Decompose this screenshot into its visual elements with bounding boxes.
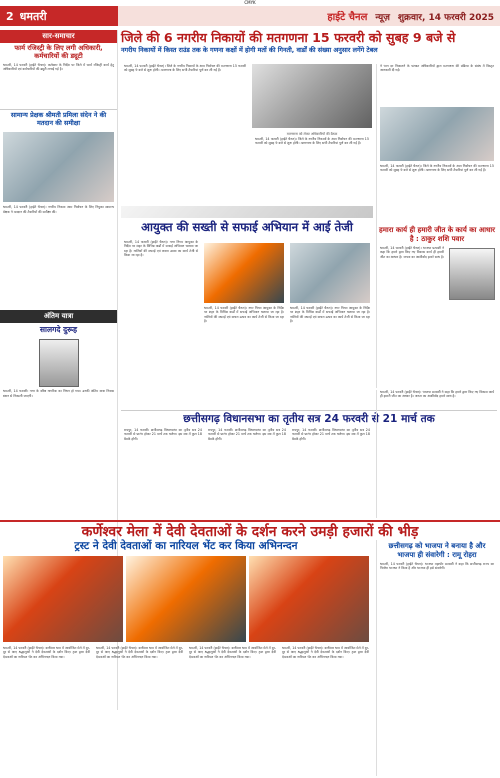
fair-body-4: धमतरी, 14 फरवरी (हाईटे चैनल)। कर्णेश्वर धाम में आयोजित मेले में दूर-दूर से आए श्रद्धालुओं ने देवी देवताओं के दर्शन किए। ट्रस्ट द्वारा देवी देवताओं का नारियल भेंट कर अभिनन्दन किया गया। xyxy=(282,646,369,659)
main-headline: जिले की 6 नगरीय निकायों की मतगणना 15 फरवरी को सुबह 9 बजे से xyxy=(121,30,456,45)
right-body-2: धमतरी, 14 फरवरी (हाईटे चैनल)। भाजपा महापौर प्रत्याशी ने कहा कि छत्तीसगढ़ राज्य का निर्माण भाजपा ने किया है और भाजपा ही इसे संवारेगी। xyxy=(380,562,494,571)
left-photo-1 xyxy=(3,132,114,202)
right-column-mid xyxy=(376,390,497,518)
masthead-right xyxy=(118,6,500,26)
cmyk-registration-mark: CMYK xyxy=(244,0,256,5)
counting-photo-caption: मतगणना को लेकर अधिकारियों की बैठक xyxy=(286,132,338,136)
counting-meeting-photo xyxy=(252,64,372,128)
main-subheadline: नगरीय निकायों में किस्त राउंड तक के गणना कक्षों में होगी मतों की गिनती, वार्डों की संख्या अनुसार लगेंगे टेबल xyxy=(121,46,378,54)
right-headline-1: हमारा कार्य ही हमारी जीत के कार्य का आधार है : ठाकुर शशि पवार xyxy=(379,226,496,243)
obituary-name: सालगदे दुरूह xyxy=(39,325,78,335)
main-body-2: धमतरी, 14 फरवरी (हाईटे चैनल)। जिले के नगरीय निकायों के आम निर्वाचन की मतगणना 15 फरवरी को सुबह 9 बजे से शुरू होगी। मतगणना के लिए सभी तैयारियां पूर्ण कर ली गई हैं। xyxy=(255,137,369,146)
right-photo-top xyxy=(380,107,494,161)
fair-body-3: धमतरी, 14 फरवरी (हाईटे चैनल)। कर्णेश्वर धाम में आयोजित मेले में दूर-दूर से आए श्रद्धालुओं ने देवी देवताओं के दर्शन किए। ट्रस्ट द्वारा देवी देवताओं का नारियल भेंट कर अभिनन्दन किया गया। xyxy=(189,646,276,659)
right-body-1: धमतरी, 14 फरवरी (हाईटे चैनल)। भाजपा प्रत्याशी ने कहा कि हमारे द्वारा किए गए विकास कार्य ही हमारी जीत का आधार है। जनता का आशीर्वाद हमारे साथ है। xyxy=(380,246,445,259)
left-headline-1: फार्म रजिस्ट्री के लिए लगी अधिकारी, कर्मचारियों की ड्यूटी xyxy=(14,44,103,60)
section-name: धमतरी xyxy=(19,9,47,23)
fair-photo-3 xyxy=(249,556,369,642)
right-body-1b: धमतरी, 14 फरवरी (हाईटे चैनल)। भाजपा प्रत्याशी ने कहा कि हमारे द्वारा किए गए विकास कार्य ही हमारी जीत का आधार है। जनता का आशीर्वाद हमारे साथ है। xyxy=(380,390,494,399)
section-tab xyxy=(0,6,118,26)
assembly-body-2: रायपुर, 14 फरवरी। छत्तीसगढ़ विधानसभा का तृतीय सत्र 24 फरवरी से प्रारंभ होकर 21 मार्च तक चलेगा। इस सत्र में कुल 18 बैठकें होंगी। xyxy=(208,428,286,441)
assembly-headline: छत्तीसगढ़ विधानसभा का तृतीय सत्र 24 फरवरी से 21 मार्च तक xyxy=(121,410,497,426)
cleanup-photo-2 xyxy=(290,243,370,303)
fair-photos xyxy=(3,556,369,642)
fair-photo-1 xyxy=(3,556,123,642)
center-body-2: धमतरी, 14 फरवरी (हाईटे चैनल)। नगर निगम आयुक्त के निर्देश पर शहर के विभिन्न वार्डों में सफाई अभियान चलाया जा रहा है। नालियों की सफाई एवं कचरा उठाव का कार्य तेजी से किया जा रहा है। xyxy=(204,306,284,324)
center-story xyxy=(121,240,373,370)
fair-body-2: धमतरी, 14 फरवरी (हाईटे चैनल)। कर्णेश्वर धाम में आयोजित मेले में दूर-दूर से आए श्रद्धालुओं ने देवी देवताओं के दर्शन किए। ट्रस्ट द्वारा देवी देवताओं का नारियल भेंट कर अभिनन्दन किया गया। xyxy=(96,646,183,659)
section-header-sar: सार-समाचार xyxy=(0,30,117,43)
assembly-body-1: रायपुर, 14 फरवरी। छत्तीसगढ़ विधानसभा का तृतीय सत्र 24 फरवरी से प्रारंभ होकर 21 मार्च तक चलेगा। इस सत्र में कुल 18 बैठकें होंगी। xyxy=(124,428,202,441)
left-body-1: धमतरी, 14 फरवरी (हाईटे चैनल)। कलेक्टर के निर्देश पर जिले में फार्म रजिस्ट्री कार्य हेतु अधिकारियों एवं कर्मचारियों की ड्यूटी लगाई गई है। xyxy=(3,62,114,72)
brand-sub: न्यूज़ xyxy=(375,12,390,23)
issue-date: शुक्रवार, 14 फरवरी 2025 xyxy=(397,12,494,23)
obituary-photo xyxy=(39,339,79,387)
candidate-photo xyxy=(449,248,495,300)
center-top-strip xyxy=(121,206,373,218)
left-body-2: धमतरी, 14 फरवरी (हाईटे चैनल)। नगरीय निकाय आम निर्वाचन के लिए नियुक्त सामान्य प्रेक्षक ने मतदान की तैयारियों की समीक्षा की। xyxy=(3,205,114,214)
masthead xyxy=(0,6,500,26)
main-story-col-2 xyxy=(252,64,372,204)
brand-name: हाईटे चैनल xyxy=(327,12,368,23)
right-headline-2: छत्तीसगढ़ को भाजपा ने बनाया है और भाजपा ही संवारेगी : रामू रोहरा xyxy=(388,542,486,559)
right-column xyxy=(376,64,497,388)
center-body-3: धमतरी, 14 फरवरी (हाईटे चैनल)। नगर निगम आयुक्त के निर्देश पर शहर के विभिन्न वार्डों में सफाई अभियान चलाया जा रहा है। नालियों की सफाई एवं कचरा उठाव का कार्य तेजी से किया जा रहा है। xyxy=(290,306,370,324)
main-headline-block xyxy=(121,30,497,62)
fair-story xyxy=(0,646,372,776)
right-story-1 xyxy=(377,246,497,366)
left-headline-2: सामान्य प्रेक्षक श्रीमती प्रमिला संदेन ने की मतदान की समीक्षा xyxy=(0,109,117,129)
assembly-story xyxy=(121,428,373,518)
main-body-1: धमतरी, 14 फरवरी (हाईटे चैनल)। जिले के नगरीय निकायों के आम निर्वाचन की मतगणना 15 फरवरी को सुबह 9 बजे से शुरू होगी। मतगणना के लिए सभी तैयारियां पूर्ण कर ली गई हैं। xyxy=(124,64,246,73)
main-story-col-1 xyxy=(121,64,249,204)
right-body-top-2: धमतरी, 14 फरवरी (हाईटे चैनल)। जिले के नगरीय निकायों के आम निर्वाचन की मतगणना 15 फरवरी को सुबह 9 बजे से शुरू होगी। मतगणना के लिए सभी तैयारियां पूर्ण कर ली गई हैं। xyxy=(380,164,494,173)
page-number: 2 xyxy=(6,9,14,23)
fair-photo-2 xyxy=(126,556,246,642)
fair-subheadline: ट्रस्ट ने देवी देवताओं का नारियल भेंट कर किया अभिनन्दन xyxy=(74,540,298,552)
fair-headline: कर्णेश्वर मेला में देवी देवताओं के दर्शन करने उमड़ी हजारों की भीड़ xyxy=(0,520,500,541)
cleanup-photo-1 xyxy=(204,243,284,303)
assembly-body-3: रायपुर, 14 फरवरी। छत्तीसगढ़ विधानसभा का तृतीय सत्र 24 फरवरी से प्रारंभ होकर 21 मार्च तक चलेगा। इस सत्र में कुल 18 बैठकें होंगी। xyxy=(292,428,370,441)
right-column-bottom xyxy=(376,540,497,776)
obituary-body: धमतरी, 14 फरवरी। नगर के वरिष्ठ नागरिक का निधन हो गया। उनकी अंतिम यात्रा निवास स्थान से निकाली जाएगी। xyxy=(3,389,114,398)
obituary-header: अंतिम यात्रा xyxy=(0,310,117,323)
right-body-top: ने भाग दर निकालने के पश्चात अधिकारियों द्वारा मतगणना की प्रक्रिया के संबंध में विस्तृत जानकारी दी गई। xyxy=(380,64,494,73)
center-body-1: धमतरी, 14 फरवरी (हाईटे चैनल)। नगर निगम आयुक्त के निर्देश पर शहर के विभिन्न वार्डों में सफाई अभियान चलाया जा रहा है। नालियों की सफाई एवं कचरा उठाव का कार्य तेजी से किया जा रहा है। xyxy=(124,240,198,258)
center-headline: आयुक्त की सख्ती से सफाई अभियान में आई तेजी xyxy=(141,220,353,234)
fair-body-1: धमतरी, 14 फरवरी (हाईटे चैनल)। कर्णेश्वर धाम में आयोजित मेले में दूर-दूर से आए श्रद्धालुओं ने देवी देवताओं के दर्शन किए। ट्रस्ट द्वारा देवी देवताओं का नारियल भेंट कर अभिनन्दन किया गया। xyxy=(3,646,90,659)
